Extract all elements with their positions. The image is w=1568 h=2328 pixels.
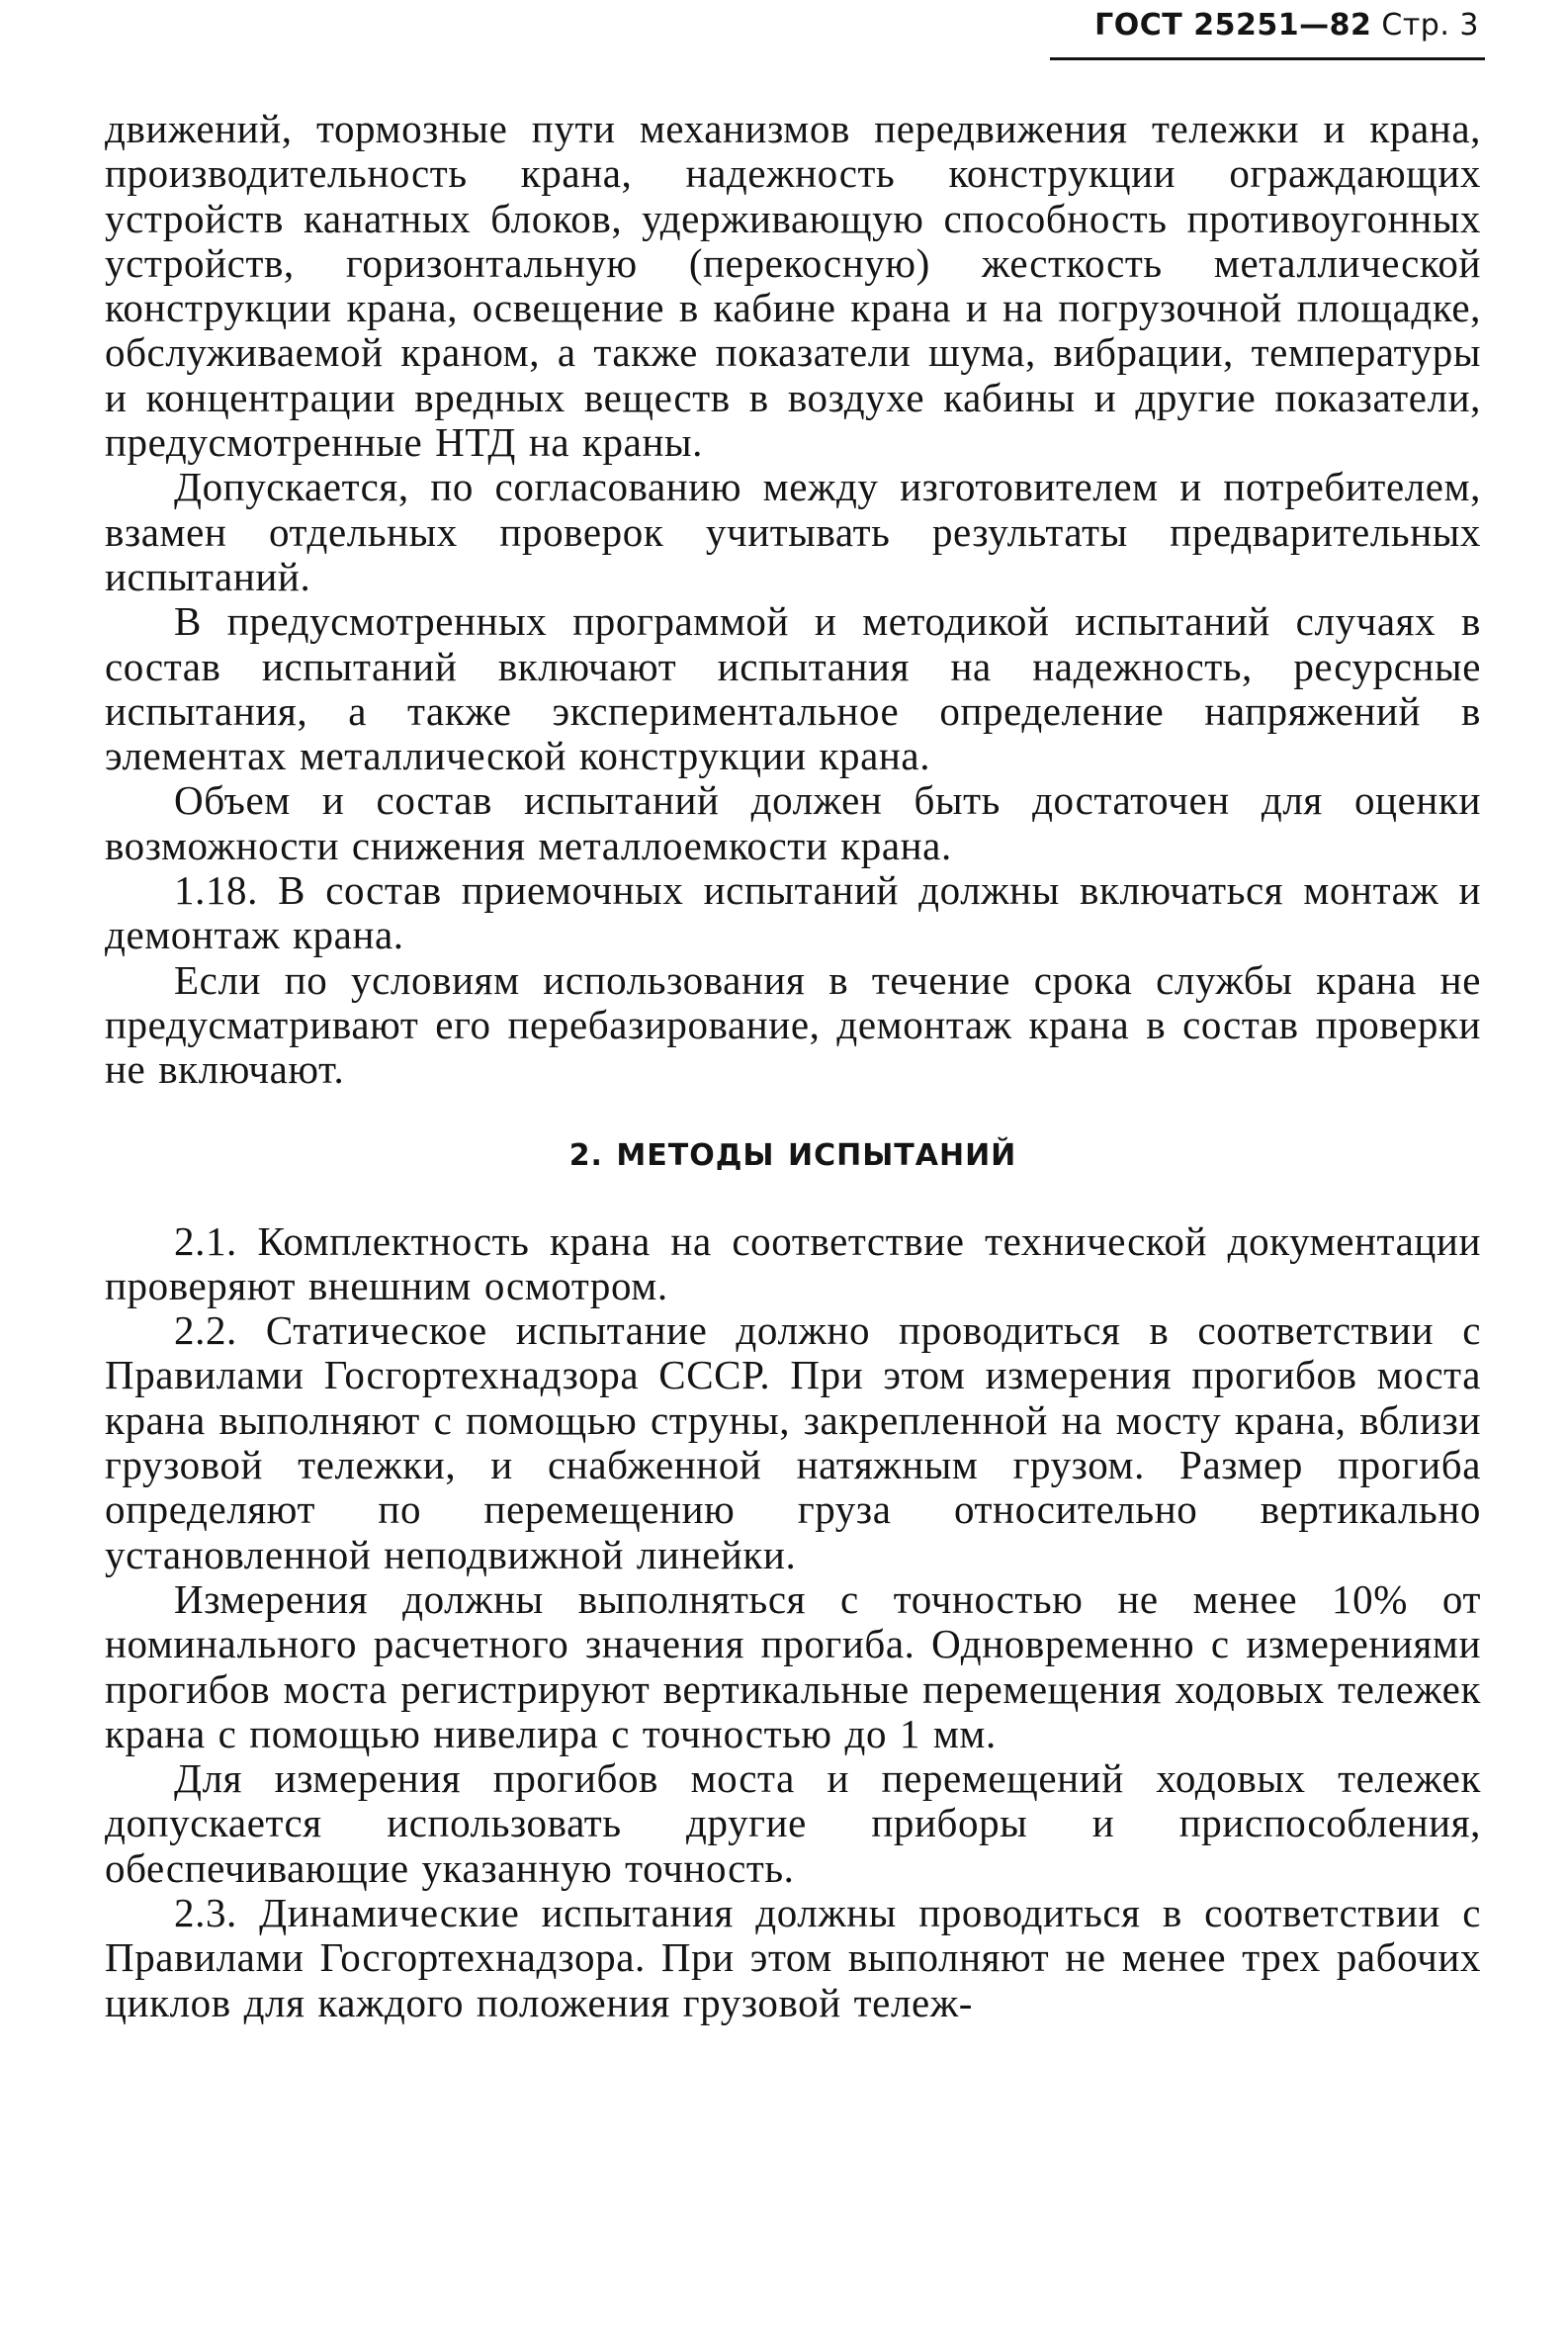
paragraph: движений, тормозные пути механизмов передвижения тележки и крана, производительность крана, надежность конструкции ограждающих устройств канатных блоков, удерживающую способность противоугонных устройств, горизонтальную (перекосную) жесткость металлической конструкции крана, освещение в кабине крана и на погрузочной площадке, обслуживаемой краном, а также показатели шума, вибрации, температуры и концентрации вредных веществ в воздухе кабины и другие показатели, предусмотренные НТД на краны. bbox=[105, 106, 1481, 466]
section-heading: 2. МЕТОДЫ ИСПЫТАНИЙ bbox=[568, 1137, 1017, 1173]
paragraph: Для измерения прогибов моста и перемещений ходовых тележек допускается использовать другие приборы и приспособления, обеспечивающие указанную точность. bbox=[105, 1755, 1481, 1891]
paragraph: 2.2. Статическое испытание должно проводиться в соответствии с Правилами Госгортехнадзора СССР. При этом измерения прогибов моста крана выполняют с помощью струны, закрепленной на мосту крана, вблизи грузовой тележки, и снабженной натяжным грузом. Размер прогиба определяют по перемещению груза относительно вертикально установленной неподвижной линейки. bbox=[105, 1307, 1481, 1577]
document-code: ГОСТ 25251—82 bbox=[1094, 8, 1372, 43]
paragraph: Измерения должны выполняться с точностью не менее 10% от номинального расчетного значения прогиба. Одновременно с измерениями прогибов моста регистрируют вертикальные перемещения ходовых тележек крана с помощью нивелира с точностью до 1 мм. bbox=[105, 1575, 1481, 1756]
paragraph: 1.18. В состав приемочных испытаний должны включаться монтаж и демонтаж крана. bbox=[105, 867, 1481, 958]
paragraph: 2.1. Комплектность крана на соответствие технической документации проверяют внешним осмотром. bbox=[105, 1217, 1481, 1308]
paragraph: Объем и состав испытаний должен быть достаточен для оценки возможности снижения металлоемкости крана. bbox=[105, 777, 1481, 868]
paragraph: В предусмотренных программой и методикой испытаний случаях в состав испытаний включают испытания на надежность, ресурсные испытания, а также экспериментальное определение напряжений в элементах металлической конструкции крана. bbox=[105, 598, 1481, 779]
document-body bbox=[105, 107, 1481, 2025]
paragraph: Допускается, по согласованию между изготовителем и потребителем, взамен отдельных проверок учитывать результаты предварительных испытаний. bbox=[105, 464, 1481, 599]
paragraph: Если по условиям использования в течение срока службы крана не предусматривают его перебазирование, демонтаж крана в состав проверки не включают. bbox=[105, 956, 1481, 1093]
header-rule bbox=[1050, 57, 1485, 60]
page-number: Стр. 3 bbox=[1381, 8, 1479, 43]
page-header bbox=[1094, 8, 1479, 43]
paragraph: 2.3. Динамические испытания должны проводиться в соответствии с Правилами Госгортехнадзора. При этом выполняют не менее трех рабочих циклов для каждого положения грузовой тележ- bbox=[105, 1889, 1481, 2025]
